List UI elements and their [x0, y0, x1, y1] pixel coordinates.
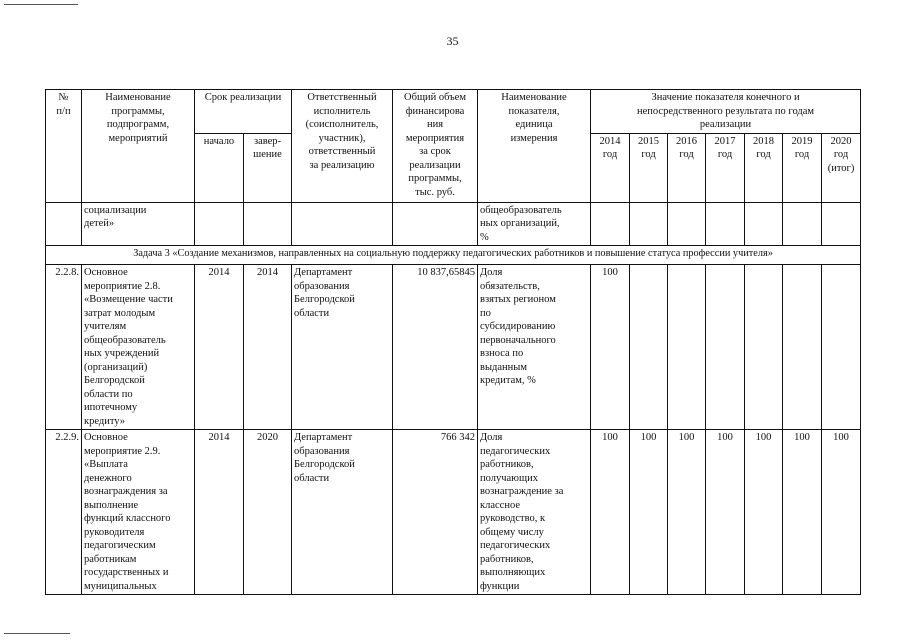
cell-end: 2020	[244, 430, 292, 595]
cell-value-2020	[822, 265, 861, 430]
program-table	[45, 89, 861, 595]
header-financing: Общий объем финансирова ния мероприятия за срок реализации программы, тыс. руб.	[393, 90, 478, 203]
cell-value-2014: 100	[591, 430, 630, 595]
header-year-2015: 2015 год	[630, 133, 668, 202]
cell-value-2020: 100	[822, 430, 861, 595]
task-row	[46, 246, 861, 265]
header-year-2017: 2017 год	[706, 133, 745, 202]
cell-start: 2014	[195, 430, 244, 595]
header-indicator-values: Значение показателя конечного и непосредственного результата по годам реализации	[591, 90, 861, 134]
header-number: № п/п	[46, 90, 82, 203]
cell-responsible: Департамент образования Белгородской области	[292, 265, 393, 430]
cell-indicator: Доля обязательств, взятых регионом по субсидированию первоначального взноса по выданным кредитам, %	[478, 265, 591, 430]
cell-financing: 10 837,65845	[393, 265, 478, 430]
header-year-2014: 2014 год	[591, 133, 630, 202]
header-year-2020: 2020 год (итог)	[822, 133, 861, 202]
cell-name: социализации детей»	[82, 202, 195, 246]
cell-start: 2014	[195, 265, 244, 430]
header-row-1	[46, 90, 861, 134]
header-responsible: Ответственный исполнитель (соисполнитель, участник), ответственный за реализацию	[292, 90, 393, 203]
header-indicator: Наименование показателя, единица измерения	[478, 90, 591, 203]
task-title: Задача 3 «Создание механизмов, направленных на социальную поддержку педагогических работников и повышение статуса профессии учителя»	[46, 246, 861, 265]
cell-end: 2014	[244, 265, 292, 430]
cell-value-2019: 100	[783, 430, 822, 595]
header-name: Наименование программы, подпрограмм, мероприятий	[82, 90, 195, 203]
cell-value-2019	[783, 265, 822, 430]
scan-edge-line-top	[4, 4, 78, 5]
cell-value-2018: 100	[745, 430, 783, 595]
header-end: завер- шение	[244, 133, 292, 202]
header-start: начало	[195, 133, 244, 202]
cell-value-2017	[706, 265, 745, 430]
cell-value-2017: 100	[706, 430, 745, 595]
header-year-2019: 2019 год	[783, 133, 822, 202]
cell-value-2016: 100	[668, 430, 706, 595]
cell-indicator: Доля педагогических работников, получающих вознаграждение за классное руководство, к общему числу педагогических работников, выполняющих функции	[478, 430, 591, 595]
cell-indicator: общеобразователь ных организаций, %	[478, 202, 591, 246]
cell-responsible: Департамент образования Белгородской области	[292, 430, 393, 595]
cell-financing: 766 342	[393, 430, 478, 595]
header-year-2016: 2016 год	[668, 133, 706, 202]
cell-number: 2.2.9.	[46, 430, 82, 595]
table-row	[46, 430, 861, 595]
cell-number: 2.2.8.	[46, 265, 82, 430]
cell-value-2018	[745, 265, 783, 430]
table-row	[46, 265, 861, 430]
cell-value-2015: 100	[630, 430, 668, 595]
page-number: 35	[446, 34, 459, 48]
table-row	[46, 202, 861, 246]
cell-value-2014: 100	[591, 265, 630, 430]
header-year-2018: 2018 год	[745, 133, 783, 202]
scan-edge-line-bottom	[4, 633, 70, 634]
header-term: Срок реализации	[195, 90, 292, 134]
cell-value-2015	[630, 265, 668, 430]
cell-name: Основное мероприятие 2.8. «Возмещение части затрат молодым учителям общеобразователь ных учреждений (организаций) Белгородской области по ипотечному кредиту»	[82, 265, 195, 430]
cell-name: Основное мероприятие 2.9. «Выплата денежного вознаграждения за выполнение функций классного руководителя педагогическим работникам государственных и муниципальных	[82, 430, 195, 595]
cell-value-2016	[668, 265, 706, 430]
